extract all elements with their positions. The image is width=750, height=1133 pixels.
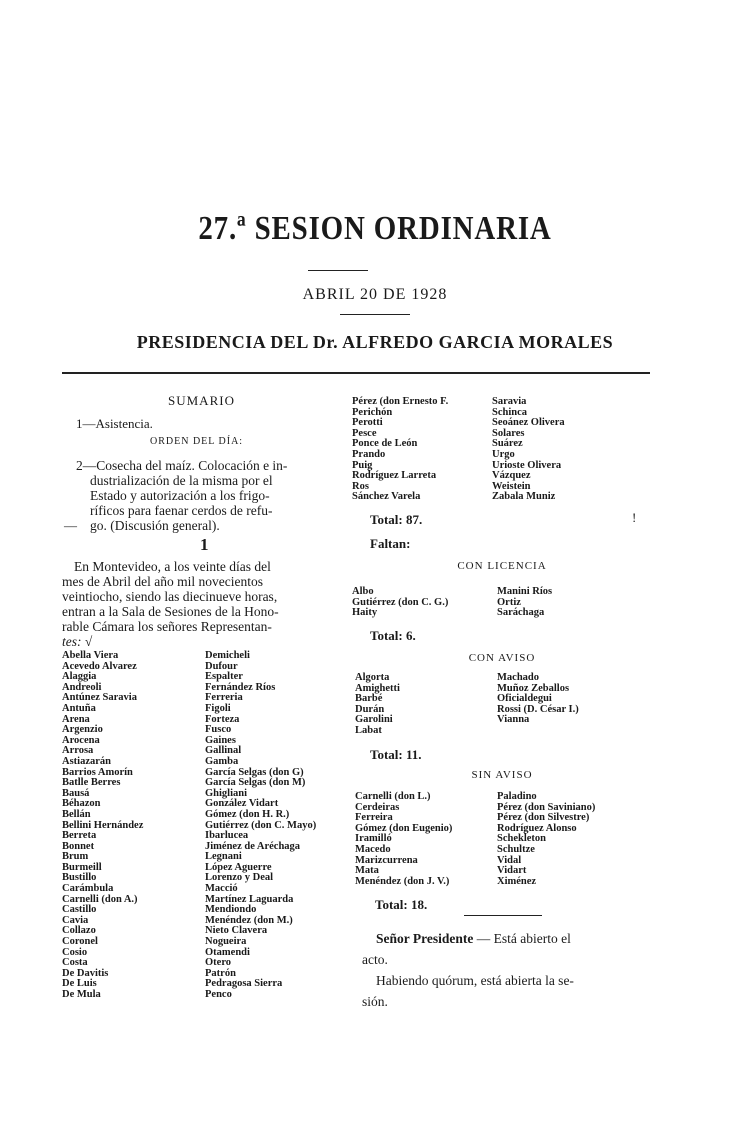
margin-dash: — [64, 518, 77, 533]
representative-name: Schultze [497, 843, 535, 855]
sin-aviso-col2 [497, 792, 595, 887]
representative-name: Haity [352, 607, 378, 619]
representative-name: Otamendi [205, 946, 250, 958]
representative-name: Zabala Muniz [492, 491, 556, 503]
representative-name: Jiménez de Aréchaga [205, 840, 301, 852]
representative-name: Argenzio [62, 724, 103, 736]
representative-name: Schinca [492, 406, 528, 418]
representative-name: Urgo [492, 448, 515, 460]
representative-name: Antuña [62, 702, 96, 714]
representative-name: Menéndez (don M.) [205, 914, 293, 926]
representative-name: Barrios Amorín [62, 766, 133, 778]
divider [464, 915, 542, 916]
representative-name: Antúnez Saravia [62, 692, 137, 704]
speech-line: Habiendo quórum, está abierta la se- [376, 973, 574, 988]
representative-name: Gutiérrez (don C. G.) [352, 596, 449, 608]
representative-name: Arrosa [62, 745, 94, 757]
representative-name: Pérez (don Silvestre) [497, 812, 590, 824]
margin-mark: ! [632, 510, 637, 525]
representative-name: De Mula [62, 989, 101, 1000]
opening-paragraph [62, 559, 350, 649]
representative-name: Brum [62, 851, 89, 863]
representative-name: Forteza [205, 713, 240, 725]
con-aviso-heading: CON AVISO [468, 652, 536, 664]
representative-name: Barbé [355, 693, 383, 705]
con-aviso-col2 [497, 673, 579, 726]
representative-name: Vianna [497, 714, 530, 726]
sin-aviso-heading: SIN AVISO [471, 769, 533, 781]
paragraph-line [62, 634, 350, 649]
representative-name: Nogueira [205, 936, 247, 948]
representative-name: Marizcurrena [355, 854, 418, 866]
representative-name: González Vidart [205, 798, 279, 810]
representative-name: Mendiondo [205, 904, 257, 916]
representative-name: Prando [352, 448, 386, 460]
paragraph-line: En Montevideo, a los veinte días del [74, 559, 271, 574]
summary-heading: SUMARIO [168, 393, 235, 408]
representative-name: Bustillo [62, 872, 97, 884]
representative-name: Burmeill [62, 861, 102, 873]
representative-name: Sánchez Varela [352, 491, 421, 503]
representative-name: Paladino [497, 791, 537, 802]
representative-name: Muñoz Zeballos [497, 682, 570, 694]
representative-name: Machado [497, 672, 539, 683]
representative-name: Macció [205, 883, 238, 895]
total-present: Total: 87. [370, 512, 423, 527]
representative-name: Berreta [62, 830, 97, 842]
representative-name: Cerdeiras [355, 801, 400, 813]
representative-name: Cosio [62, 946, 88, 958]
representative-name: Gaines [205, 734, 236, 746]
representative-name: Nieto Clavera [205, 925, 268, 937]
representative-name: Penco [205, 989, 232, 1000]
speech-line: acto. [362, 952, 388, 967]
representative-name: Saráchaga [497, 607, 545, 619]
representative-name: Garolini [355, 714, 393, 726]
representative-name: Patrón [205, 967, 236, 979]
representative-name: Costa [62, 957, 88, 969]
representative-name: Algorta [355, 672, 390, 683]
representative-name: Urioste Olivera [492, 459, 562, 471]
paragraph-line: veintiocho, siendo las diecinueve horas, [62, 589, 278, 604]
representative-name: Pedragosa Sierra [205, 978, 283, 990]
representative-name: Vidal [497, 854, 522, 866]
representative-name: Suárez [492, 438, 523, 450]
representative-name: De Luis [62, 978, 97, 990]
summary-line: go. (Discusión general). [90, 518, 220, 533]
president-speech [362, 928, 650, 1012]
representative-name: Pérez (don Saviniano) [497, 801, 596, 813]
representative-name: Vidart [497, 865, 527, 877]
divider [340, 314, 410, 315]
present-list-col4 [492, 397, 565, 503]
representative-name: Bonnet [62, 840, 95, 852]
representative-name: Espalter [205, 671, 243, 683]
summary-line: 2—Cosecha del maíz. Colocación e in- [76, 458, 288, 473]
representative-name: Bellini Hernández [62, 819, 144, 831]
representative-name: Durán [355, 703, 385, 715]
paragraph-line: entran a la Sala de Sesiones de la Hono- [62, 604, 279, 619]
speech-text: — Está abierto el [473, 931, 571, 946]
check-mark: √ [84, 634, 93, 649]
divider [62, 372, 650, 374]
representative-name: Abella Viera [62, 650, 119, 661]
representative-name: Ortiz [497, 596, 521, 608]
present-list-col3 [352, 397, 448, 503]
summary-orden-del-dia: ORDEN DEL DÍA: [150, 436, 244, 447]
section-number: 1 [200, 535, 209, 554]
representative-name: Carnelli (don L.) [355, 791, 431, 802]
representative-name: Batlle Berres [62, 777, 121, 789]
representative-name: Bausá [62, 787, 90, 799]
session-date: ABRIL 20 DE 1928 [302, 286, 448, 303]
paragraph-line: rable Cámara los señores Representan- [62, 619, 272, 634]
representative-name: Bellán [62, 808, 91, 820]
representative-name: Acevedo Alvarez [62, 660, 137, 672]
representative-name: Rodríguez Alonso [497, 822, 577, 834]
presidency-line: PRESIDENCIA DEL Dr. ALFREDO GARCIA MORALES [136, 332, 614, 352]
representative-name: Ximénez [497, 875, 537, 887]
representative-name: Puig [352, 459, 373, 471]
representative-name: Gómez (don H. R.) [205, 808, 290, 820]
representative-name: Gallinal [205, 745, 242, 757]
representative-name: Fusco [205, 724, 232, 736]
representative-name: Fernández Ríos [205, 681, 276, 693]
present-list-col2 [205, 651, 316, 1001]
representative-name: Otero [205, 957, 232, 969]
representative-name: Arena [62, 713, 90, 725]
representative-name: Collazo [62, 925, 96, 937]
representative-name: Carámbula [62, 883, 114, 895]
representative-name: Manini Ríos [497, 586, 553, 597]
representative-name: Dufour [205, 660, 238, 672]
representative-name: Solares [492, 427, 525, 439]
representative-name: Gómez (don Eugenio) [355, 822, 453, 834]
sin-aviso-total: Total: 18. [375, 897, 428, 912]
representative-name: Saravia [492, 396, 527, 407]
representative-name: Astiazarán [62, 755, 111, 767]
paragraph-line: mes de Abril del año mil novecientos [62, 574, 263, 589]
representative-name: Iramilló [355, 833, 392, 845]
con-aviso-col1 [355, 673, 400, 737]
representative-name: Albo [352, 586, 374, 597]
representative-name: Ferreria [205, 692, 243, 704]
representative-name: Ghigliani [205, 787, 248, 799]
con-licencia-col2 [497, 587, 552, 619]
representative-name: Perotti [352, 417, 383, 429]
representative-name: Ferreira [355, 812, 393, 824]
representative-name: Pérez (don Ernesto F. [352, 396, 449, 407]
con-aviso-total: Total: 11. [370, 747, 422, 762]
representative-name: Seoánez Olivera [492, 417, 565, 429]
representative-name: Coronel [62, 936, 98, 948]
con-licencia-heading: CON LICENCIA [457, 560, 547, 572]
speech-line [362, 928, 650, 949]
representative-name: Alaggia [62, 671, 97, 683]
representative-name: De Davitis [62, 967, 109, 979]
representative-name: Arocena [62, 734, 100, 746]
representative-name: Gutiérrez (don C. Mayo) [205, 819, 317, 831]
speaker-name: Señor Presidente [376, 931, 474, 946]
representative-name: Schekleton [497, 833, 547, 845]
divider [308, 270, 368, 271]
representative-name: Ponce de León [352, 438, 418, 450]
representative-name: García Selgas (don G) [205, 766, 304, 778]
representative-name: Vázquez [492, 470, 531, 482]
representative-name: Béhazon [62, 798, 101, 810]
representative-name: Carnelli (don A.) [62, 893, 138, 905]
representative-name: Demicheli [205, 650, 250, 661]
representative-name: Gamba [205, 755, 239, 767]
faltan-heading: Faltan: [370, 536, 411, 551]
summary-line: Estado y autorización a los frigo- [90, 488, 270, 503]
representative-name: Perichón [352, 406, 393, 418]
sin-aviso-col1 [355, 792, 452, 887]
representative-name: Legnani [205, 851, 242, 863]
representative-name: Oficialdegui [497, 693, 552, 705]
representative-name: Castillo [62, 904, 97, 916]
representative-name: Lorenzo y Deal [205, 872, 274, 884]
summary-line: dustrialización de la misma por el [90, 473, 273, 488]
summary-line: ríficos para faenar cerdos de refu- [90, 503, 273, 518]
representative-name: García Selgas (don M) [205, 777, 306, 789]
representative-name: Andreoli [62, 681, 102, 693]
paragraph-line-end: tes: [62, 634, 82, 649]
con-licencia-col1 [352, 587, 448, 619]
summary-item-1: 1—Asistencia. [76, 416, 153, 431]
representative-name: Menéndez (don J. V.) [355, 875, 450, 887]
representative-name: Pesce [352, 427, 377, 439]
page-title: 27.ª SESION ORDINARIA [198, 210, 552, 247]
representative-name: Weistein [492, 480, 531, 492]
con-licencia-total: Total: 6. [370, 628, 416, 643]
representative-name: Ros [352, 480, 369, 492]
representative-name: Rodríguez Larreta [352, 470, 437, 482]
representative-name: Amighetti [355, 682, 400, 694]
present-list-col1 [62, 651, 143, 1001]
representative-name: Mata [355, 865, 379, 877]
summary-item-2 [76, 458, 348, 533]
speech-line: sión. [362, 994, 388, 1009]
representative-name: Figoli [205, 702, 231, 714]
representative-name: Cavia [62, 914, 89, 926]
representative-name: Macedo [355, 843, 391, 855]
representative-name: López Aguerre [205, 861, 272, 873]
representative-name: Labat [355, 724, 382, 736]
representative-name: Rossi (D. César I.) [497, 703, 579, 715]
representative-name: Martínez Laguarda [205, 893, 294, 905]
representative-name: Ibarlucea [205, 830, 249, 842]
